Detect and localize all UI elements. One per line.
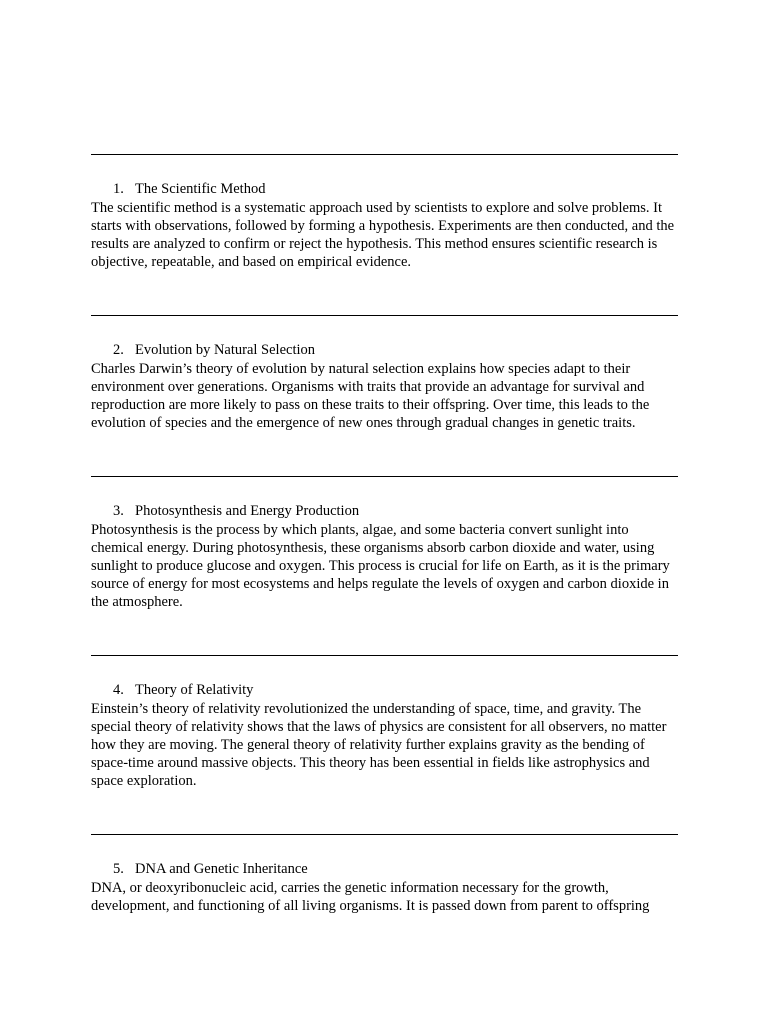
section-body: The scientific method is a systematic approach used by scientists to explore and solve problems. It starts with observations, followed by forming a hypothesis. Experiments are then conducted, and the results are analyzed to confirm or reject the hypothesis. This method ensures scientific research is objective, repeatable, and based on empirical evidence.: [91, 200, 675, 270]
section-heading: [91, 502, 678, 520]
section-body: Charles Darwin’s theory of evolution by natural selection explains how species adapt to their environment over generations. Organisms with traits that provide an advantage for survival and reproduction are more likely to pass on these traits to their offspring. Over time, this leads to the evolution of species and the emergence of new ones through gradual changes in genetic traits.: [91, 361, 650, 431]
section-dna: [91, 834, 678, 915]
section-title: Evolution by Natural Selection: [135, 342, 316, 358]
section-body: Einstein’s theory of relativity revolutionized the understanding of space, time, and gravity. The special theory of relativity shows that the laws of physics are consistent for all observers, no matter how they are moving. The general theory of relativity further explains gravity as the bending of space-time around massive objects. This theory has been essential in fields like astrophysics and space exploration.: [91, 701, 667, 789]
section-body: DNA, or deoxyribonucleic acid, carries the genetic information necessary for the growth, development, and functioning of all living organisms. It is passed down from parent to offspring: [91, 880, 650, 914]
section-heading: [91, 681, 678, 699]
section-scientific-method: [91, 154, 678, 271]
section-photosynthesis: [91, 476, 678, 611]
section-number: 2.: [113, 342, 124, 358]
section-heading: [91, 341, 678, 359]
section-number: 4.: [113, 682, 124, 698]
section-heading: [91, 180, 678, 198]
section-number: 5.: [113, 861, 124, 877]
section-heading: [91, 860, 678, 878]
horizontal-rule: [91, 154, 678, 155]
section-natural-selection: [91, 315, 678, 432]
section-title: Photosynthesis and Energy Production: [135, 503, 360, 519]
section-body: Photosynthesis is the process by which plants, algae, and some bacteria convert sunlight into chemical energy. During photosynthesis, these organisms absorb carbon dioxide and water, using sunlight to produce glucose and oxygen. This process is crucial for life on Earth, as it is the primary source of energy for most ecosystems and helps regulate the levels of oxygen and carbon dioxide in the atmosphere.: [91, 522, 670, 610]
horizontal-rule: [91, 834, 678, 835]
section-title: The Scientific Method: [135, 181, 266, 197]
section-relativity: [91, 655, 678, 790]
horizontal-rule: [91, 315, 678, 316]
horizontal-rule: [91, 476, 678, 477]
section-number: 3.: [113, 503, 124, 519]
section-title: Theory of Relativity: [135, 682, 254, 698]
horizontal-rule: [91, 655, 678, 656]
section-title: DNA and Genetic Inheritance: [135, 861, 308, 877]
section-number: 1.: [113, 181, 124, 197]
